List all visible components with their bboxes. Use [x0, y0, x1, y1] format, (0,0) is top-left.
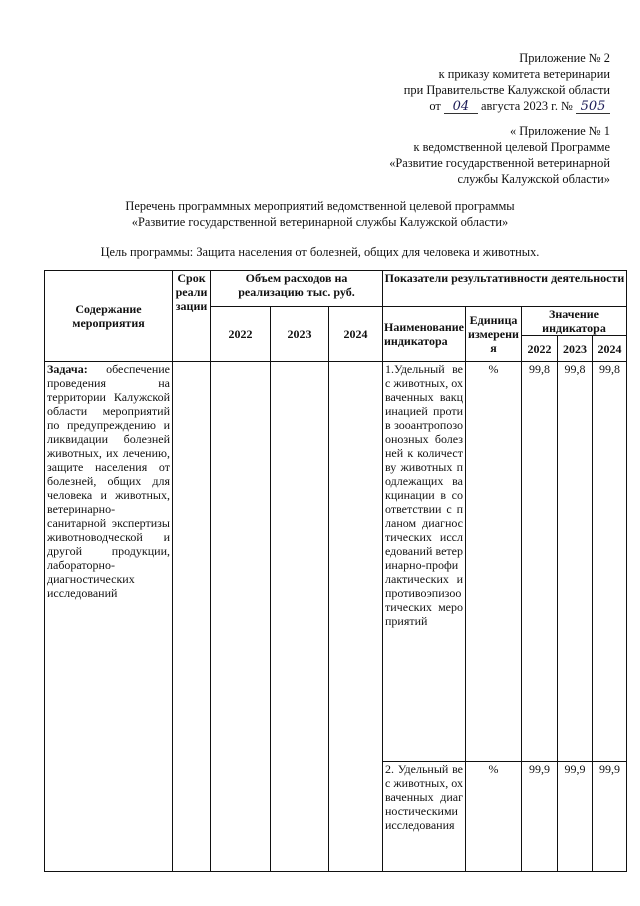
- indicator-2-unit: %: [466, 762, 522, 872]
- appendix-line-2: к приказу комитета ветеринарии: [438, 67, 610, 81]
- program-line-4: службы Калужской области»: [457, 172, 610, 186]
- program-appendix-header: [389, 123, 610, 187]
- header-value-2023: 2023: [558, 336, 593, 362]
- header-year-2023: 2023: [271, 307, 329, 362]
- appendix-line-1: Приложение № 2: [519, 51, 610, 65]
- header-indicator-value: Значение индикатора: [522, 307, 627, 336]
- header-value-2022: 2022: [522, 336, 558, 362]
- program-line-1: « Приложение № 1: [509, 124, 610, 138]
- appendix-header: [404, 50, 610, 114]
- title-line-1: Перечень программных мероприятий ведомственной целевой программы: [125, 199, 515, 213]
- header-value-2024: 2024: [593, 336, 627, 362]
- indicator-2-name: 2. Удельный вес животных, охваченных диагностическими исследования: [383, 762, 466, 872]
- appendix-date-line: [404, 98, 610, 114]
- header-term: Срок реализации: [173, 271, 211, 362]
- indicator-2-value-2024: 99,9: [593, 762, 627, 872]
- indicator-2-value-2022: 99,9: [522, 762, 558, 872]
- date-prefix: от: [429, 99, 441, 113]
- program-line-3: «Развитие государственной ветеринарной: [389, 156, 610, 170]
- measures-table: [44, 270, 627, 872]
- indicator-1-value-2024: 99,8: [593, 362, 627, 762]
- task-text: обеспечение проведения на территории Калужской области мероприятий по предупреждению и ликвидации болезней животных, их лечению, защите населения от болезней, общих для человека и животных, ветеринарно-санитарной экспертизы животноводческой и другой продукции, лабораторно-диагностических исследований: [47, 362, 170, 600]
- task-label: Задача:: [47, 362, 88, 376]
- date-day-handwritten: 04: [444, 99, 478, 114]
- indicator-1-name: 1.Удельный вес животных, охваченных вакцинацией против зооантропозоонозных болезней к количеству животных подлежащих вакцинации в соответствии с планом диагностических исследований ветеринарно-профилактических и противоэпизоотических мероприятий: [383, 362, 466, 762]
- document-title: [0, 198, 640, 230]
- volume-2022-cell: [211, 362, 271, 872]
- volume-2024-cell: [329, 362, 383, 872]
- header-year-2022: 2022: [211, 307, 271, 362]
- date-middle: августа 2023 г. №: [481, 99, 573, 113]
- volume-2023-cell: [271, 362, 329, 872]
- header-volume: Объем расходов на реализацию тыс. руб.: [211, 271, 383, 307]
- program-line-2: к ведомственной целевой Программе: [413, 140, 610, 154]
- appendix-line-3: при Правительстве Калужской области: [403, 83, 610, 97]
- header-indicator-name: Наименование индикатора: [383, 307, 466, 362]
- header-indicators: Показатели результативности деятельности: [383, 271, 627, 307]
- header-year-2024: 2024: [329, 307, 383, 362]
- term-cell: [173, 362, 211, 872]
- program-goal: Цель программы: Защита населения от болезней, общих для человека и животных.: [100, 245, 540, 259]
- indicator-1-unit: %: [466, 362, 522, 762]
- indicator-2-value-2023: 99,9: [558, 762, 593, 872]
- task-cell: [45, 362, 173, 872]
- header-unit: Единица измерения: [466, 307, 522, 362]
- title-line-2: «Развитие государственной ветеринарной службы Калужской области»: [131, 215, 509, 229]
- header-content: Содержание мероприятия: [45, 271, 173, 362]
- indicator-1-value-2023: 99,8: [558, 362, 593, 762]
- order-number-handwritten: 505: [576, 99, 610, 114]
- indicator-1-value-2022: 99,8: [522, 362, 558, 762]
- table-row: [45, 362, 627, 762]
